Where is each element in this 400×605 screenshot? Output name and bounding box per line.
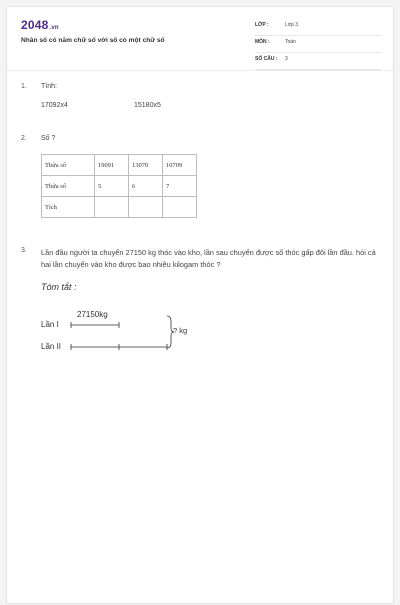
first-time-label: Lần I bbox=[41, 320, 59, 329]
table-row-label: Thừa số bbox=[42, 155, 95, 176]
table-cell: 19091 bbox=[95, 155, 129, 176]
question-1-expression: 17092x4 bbox=[41, 102, 68, 109]
logo-suffix: .vn bbox=[49, 25, 59, 31]
total-unknown-label: ? kg bbox=[173, 326, 188, 335]
question-2-title: Số ? bbox=[41, 135, 56, 142]
table-row-label: Thừa số bbox=[42, 176, 95, 197]
meta-key: MÔN : bbox=[255, 39, 270, 45]
worksheet bbox=[6, 6, 394, 604]
question-1-expression: 15180x5 bbox=[134, 102, 161, 109]
question-2-number: 2. bbox=[21, 135, 27, 142]
table-cell: 7 bbox=[163, 176, 197, 197]
summary-diagram bbox=[7, 7, 395, 605]
table-row-label: Tích bbox=[42, 197, 95, 218]
table-cell: 5 bbox=[95, 176, 129, 197]
question-1-title: Tính: bbox=[41, 83, 57, 90]
meta-key: SỐ CÂU : bbox=[255, 56, 278, 62]
table-cell: 13070 bbox=[129, 155, 163, 176]
table-cell: 10709 bbox=[163, 155, 197, 176]
meta-value: 3 bbox=[285, 56, 288, 62]
question-3-text: Lần đầu người ta chuyển 27150 kg thóc vào kho, lần sau chuyển được số thóc gấp đôi lần đầu. hỏi cả hai lần chuyển vào kho được bao nhiêu kilogam thóc ? bbox=[41, 248, 376, 269]
question-3-number: 3. bbox=[21, 247, 27, 254]
meta-key: LỚP : bbox=[255, 22, 269, 28]
total-brace bbox=[167, 316, 174, 348]
worksheet-title: Nhân số có năm chữ số với số có một chữ số bbox=[21, 37, 165, 44]
meta-value: Lớp 3 bbox=[285, 22, 299, 28]
table-cell: 6 bbox=[129, 176, 163, 197]
meta-value: Toán bbox=[285, 39, 296, 45]
logo-main: 2048 bbox=[21, 18, 49, 32]
segment-value-label: 27150kg bbox=[77, 310, 108, 319]
second-time-label: Lần II bbox=[41, 342, 62, 351]
question-1-number: 1. bbox=[21, 83, 27, 90]
summary-title: Tóm tắt : bbox=[41, 282, 77, 292]
